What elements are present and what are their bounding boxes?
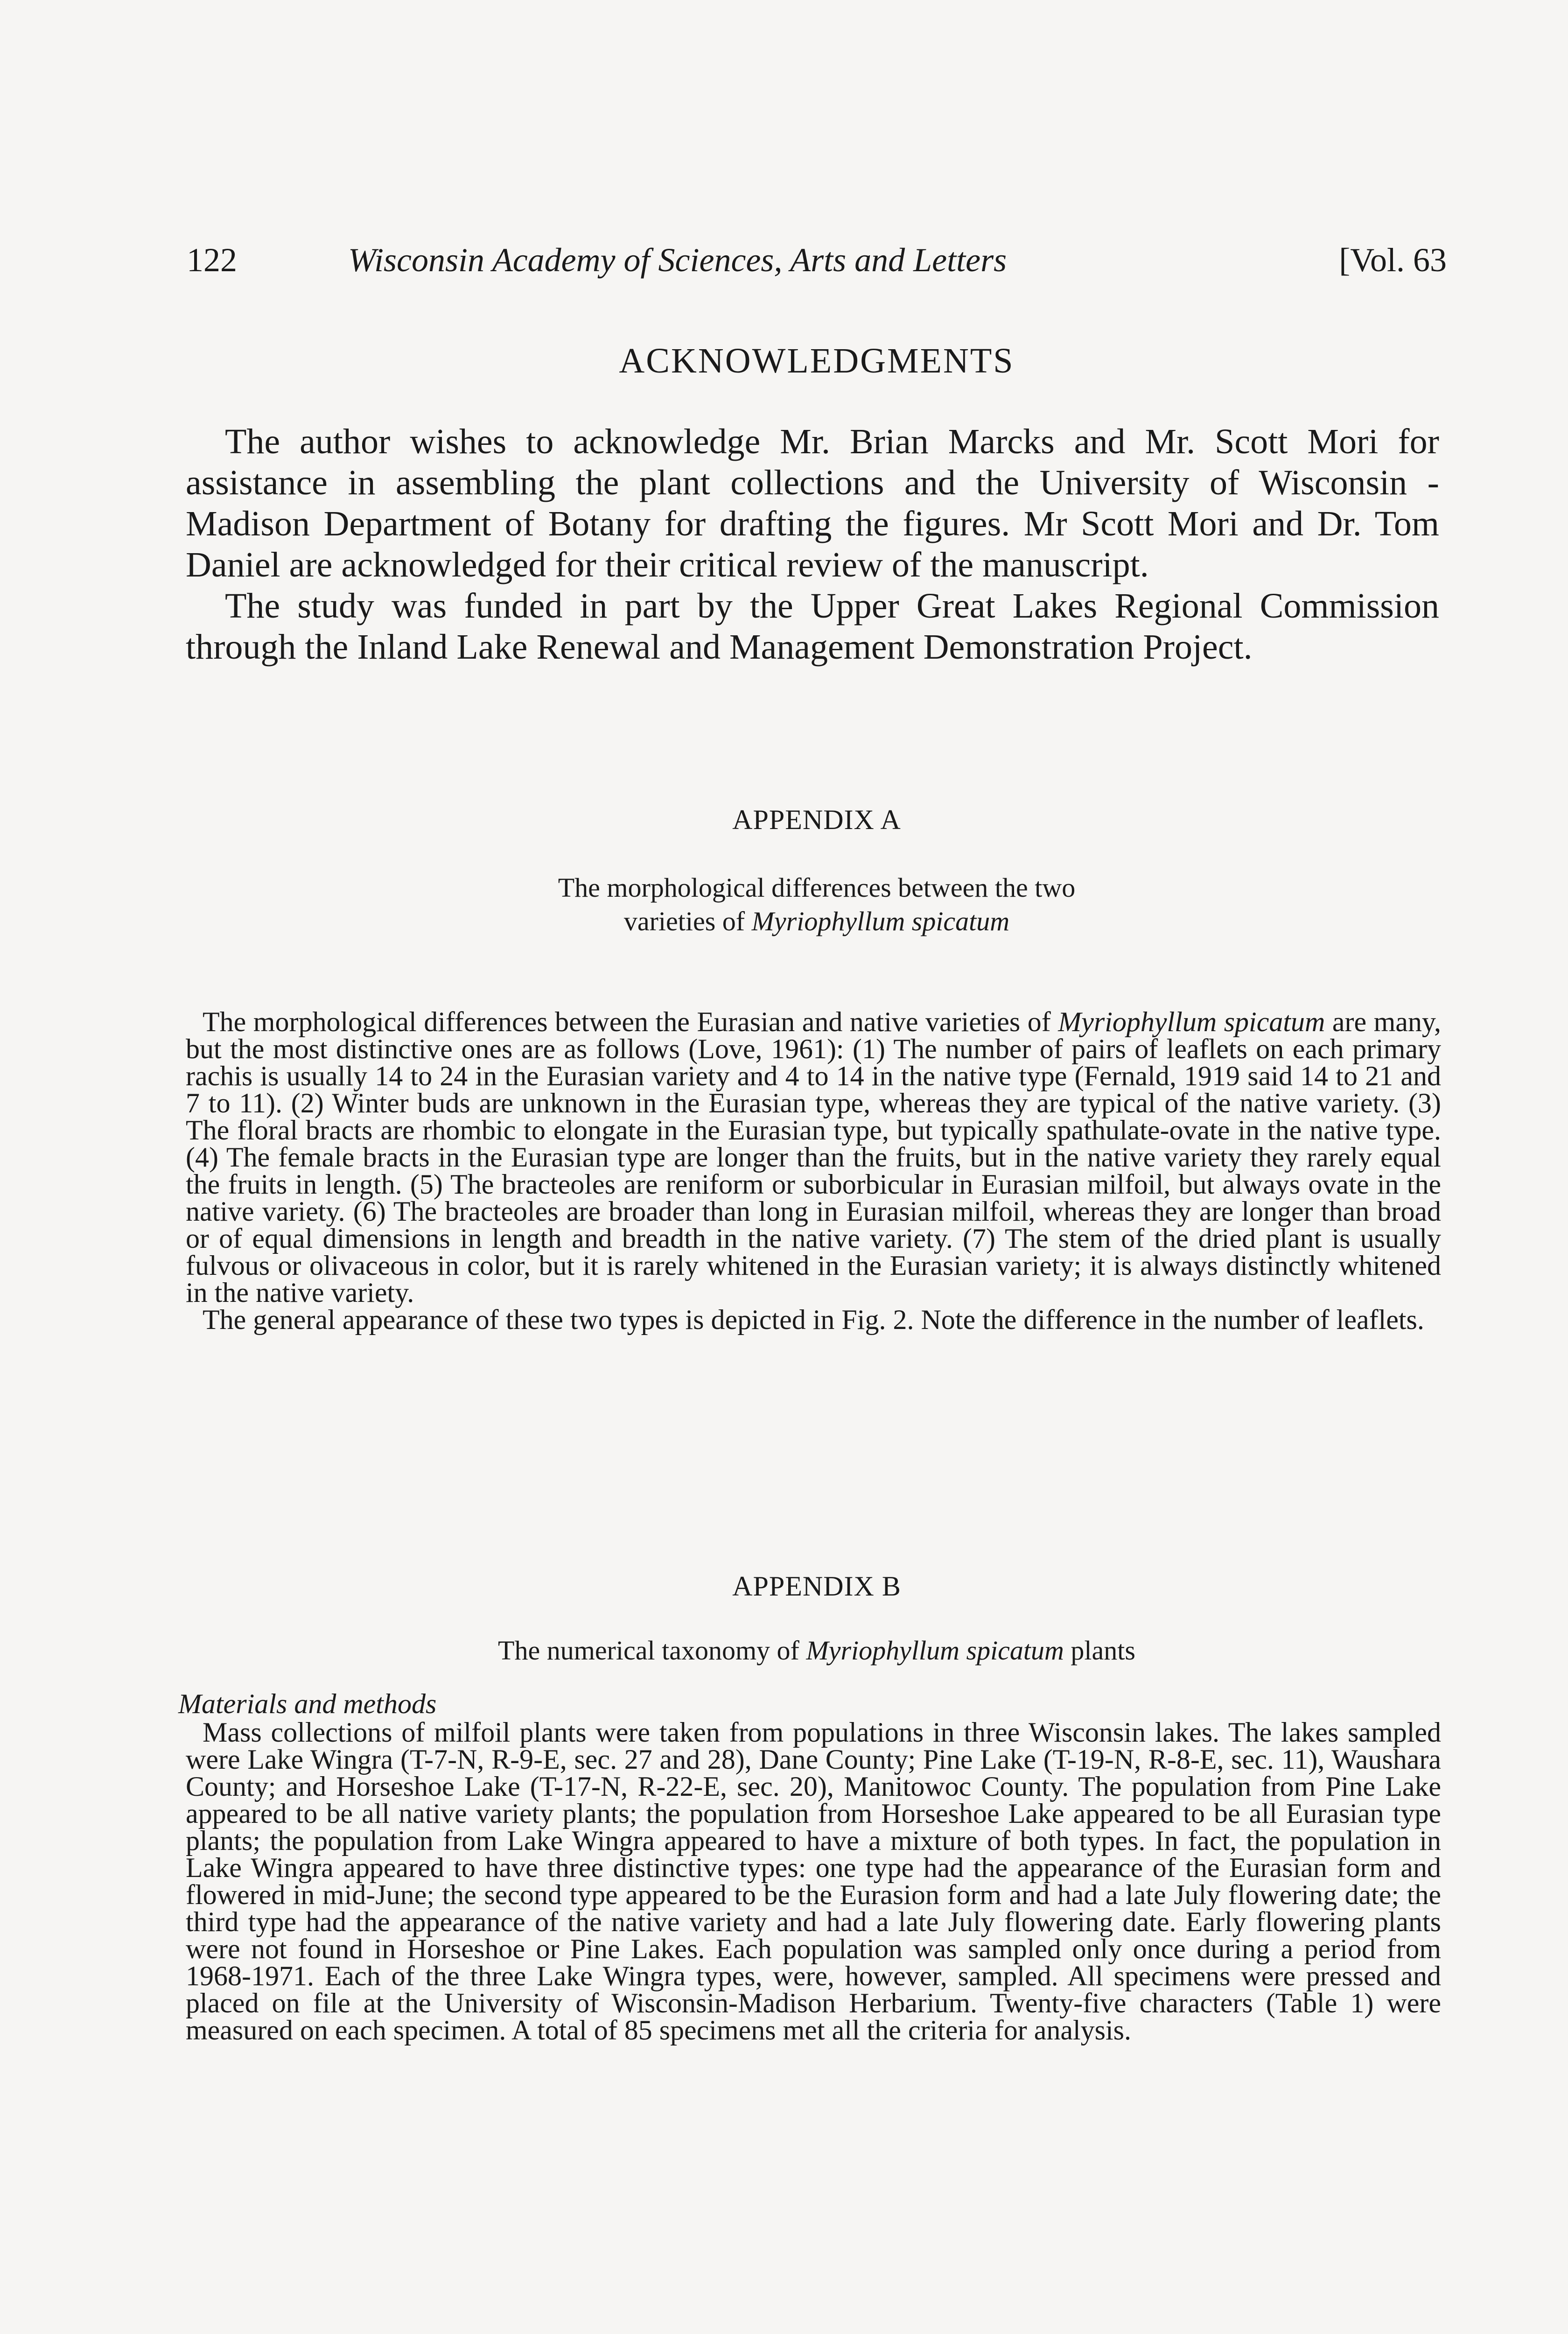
appendix-b-body [186, 1719, 1441, 2044]
species-epithet: spicatum [1224, 1006, 1325, 1037]
acknowledgments-paragraph-2: The study was funded in part by the Upper Great Lakes Regional Commission through the Inland Lake Renewal and Management Demonstration Project. [186, 586, 1439, 667]
acknowledgments-body [186, 421, 1439, 668]
appendix-a-subtitle-line-2: varieties of Myriophyllum spicatum [623, 906, 1010, 936]
journal-title: Wisconsin Academy of Sciences, Arts and Letters [348, 241, 1007, 279]
section-title-materials-methods: Materials and methods [178, 1688, 437, 1719]
species-genus: Myriophyllum [1058, 1006, 1217, 1037]
appendix-b-subtitle: The numerical taxonomy of Myriophyllum spicatum plants [498, 1635, 1135, 1666]
appendix-b-paragraph: Mass collections of milfoil plants were taken from populations in three Wisconsin lakes. The lakes sampled were Lake Wingra (T-7-N, R-9-E, sec. 27 and 28), Dane County; Pine Lake (T-19-N, R-8-E, sec. 11), Waushara County; and Horseshoe Lake (T-17-N, R-22-E, sec. 20), Manitowoc County. The population from Pine Lake appeared to be all native variety plants; the population from Horseshoe Lake appeared to be all Eurasian type plants; the population from Lake Wingra appeared to have a mixture of both types. In fact, the population in Lake Wingra appeared to have three distinctive types: one type had the appearance of the Eurasian form and flowered in mid-June; the second type appeared to be the Eurasion form and had a late July flowering date; the third type had the appearance of the native variety and had a late July flowering date. Early flowering plants were not found in Horseshoe or Pine Lakes. Each population was sampled only once during a period from 1968-1971. Each of the three Lake Wingra types, were, however, sampled. All specimens were pressed and placed on file at the University of Wisconsin-Madison Herbarium. Twenty-five characters (Table 1) were measured on each specimen. A total of 85 specimens met all the criteria for analysis. [186, 1717, 1441, 2046]
appendix-a-subtitle-line-1: The morphological differences between the two [558, 872, 1076, 903]
appendix-b-heading: APPENDIX B [732, 1571, 901, 1602]
appendix-a-body [186, 1008, 1441, 1333]
running-head [187, 241, 1447, 288]
acknowledgments-heading: ACKNOWLEDGMENTS [619, 341, 1015, 380]
appendix-a-subtitle [187, 871, 1447, 938]
species-name: Myriophyllum spicatum [806, 1635, 1064, 1666]
page-number: 122 [187, 241, 237, 279]
species-name: Myriophyllum spicatum [751, 906, 1010, 936]
appendix-a-paragraph-2: The general appearance of these two types is depicted in Fig. 2. Note the difference in the number of leaflets. [203, 1304, 1424, 1335]
appendix-a-heading: APPENDIX A [732, 804, 901, 835]
volume-label: [Vol. 63 [1339, 241, 1447, 279]
acknowledgments-paragraph-1: The author wishes to acknowledge Mr. Brian Marcks and Mr. Scott Mori for assistance in assembling the plant collections and the University of Wisconsin - Madison Department of Botany for drafting the figures. Mr Scott Mori and Dr. Tom Daniel are acknowledged for their critical review of the manuscript. [186, 422, 1439, 584]
appendix-a-paragraph-1: The morphological differences between the Eurasian and native varieties of Myriophyllum spicatum are many, but the most distinctive ones are as follows (Love, 1961): (1) The number of pairs of leaflets on each primary rachis is usually 14 to 24 in the Eurasian variety and 4 to 14 in the native type (Fernald, 1919 said 14 to 21 and 7 to 11). (2) Winter buds are unknown in the Eurasian type, whereas they are typical of the native variety. (3) The floral bracts are rhombic to elongate in the Eurasian type, but typically spathulate-ovate in the native type. (4) The female bracts in the Eurasian type are longer than the fruits, but in the native variety they rarely equal the fruits in length. (5) The bracteoles are reniform or suborbicular in Eurasian milfoil, but always ovate in the native variety. (6) The bracteoles are broader than long in Eurasian milfoil, whereas they are longer than broad or of equal dimensions in length and breadth in the native variety. (7) The stem of the dried plant is usually fulvous or olivaceous in color, but it is rarely whitened in the Eurasian variety; it is always distinctly whitened in the native variety. [186, 1006, 1442, 1308]
